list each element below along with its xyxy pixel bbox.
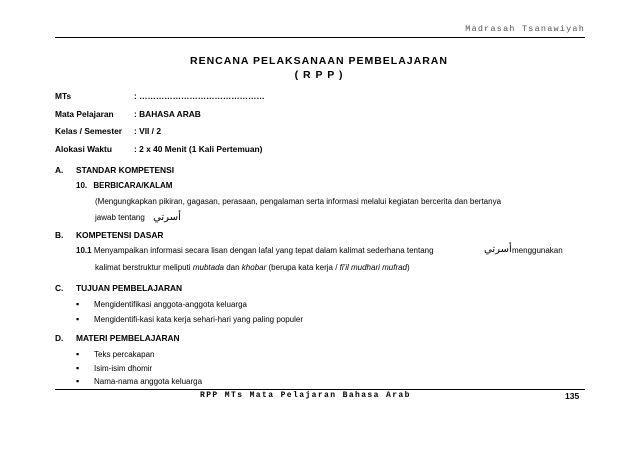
item-text-tail: menggunakan	[512, 246, 563, 255]
term-khobar: khobar	[241, 263, 267, 272]
term-mubtada: mubtada	[192, 263, 224, 272]
bullet-icon: ▪	[76, 299, 80, 309]
item-number: 10.	[76, 181, 88, 190]
section-title: MATERI PEMBELAJARAN	[76, 333, 180, 343]
arabic-term: أسرتي	[153, 212, 181, 223]
meta-label: MTs	[55, 91, 72, 101]
meta-label: Kelas / Semester	[55, 126, 123, 136]
meta-value: : VII / 2	[134, 126, 161, 136]
footer-rule	[55, 389, 585, 390]
running-footer: RPP MTs Mata Pelajaran Bahasa Arab	[200, 391, 411, 400]
section-letter: A.	[55, 165, 64, 175]
text-part: (berupa kata kerja /	[268, 263, 338, 272]
text-part: kalimat berstruktur meliputi	[95, 263, 191, 272]
section-b-line-1	[76, 246, 434, 255]
section-title: KOMPETENSI DASAR	[76, 230, 164, 240]
text-part: dan	[226, 263, 240, 272]
arabic-term: أسرتي	[484, 244, 512, 255]
item-number: 10.1	[76, 246, 92, 255]
list-item-text: Teks percakapan	[94, 350, 155, 359]
section-letter: C.	[55, 283, 64, 293]
header-rule	[55, 37, 585, 38]
page-number: 135	[565, 391, 580, 401]
section-a-desc-line-2	[95, 212, 181, 223]
desc-text: jawab tentang	[95, 213, 145, 222]
list-item-text: Mengidentifi-kasi kata kerja sehari-hari yang paling populer	[94, 315, 304, 324]
section-b-line-2	[95, 263, 410, 272]
section-title: TUJUAN PEMBELAJARAN	[76, 283, 183, 293]
item-text: Menyampaikan informasi secara lisan dengan lafal yang tepat dalam kalimat sederhana tentang	[93, 246, 434, 255]
document-title	[0, 54, 638, 82]
text-part: )	[407, 263, 410, 272]
list-item-text: Nama-nama anggota keluarga	[94, 377, 203, 386]
list-item-text: Mengidentifikasi anggota-anggota keluarga	[94, 300, 247, 309]
title-line-2: ( R P P )	[294, 69, 344, 81]
bullet-icon: ▪	[76, 363, 80, 373]
section-a-item	[76, 181, 172, 190]
meta-label: Mata Pelajaran	[55, 109, 114, 119]
section-title: STANDAR KOMPETENSI	[76, 165, 175, 175]
section-a-desc-line-1: (Mengungkapkan pikiran, gagasan, perasaan, pengalaman serta informasi melalui kegiatan bercerita dan bertanya	[95, 197, 502, 206]
meta-label: Alokasi Waktu	[55, 144, 112, 154]
meta-value: : ………………………………………	[134, 91, 265, 101]
running-header: Madrasah Tsanawiyah	[465, 24, 585, 34]
section-letter: B.	[55, 230, 64, 240]
section-letter: D.	[55, 333, 64, 343]
bullet-icon: ▪	[76, 376, 80, 386]
list-item-text: Isim-isim dhomir	[94, 364, 153, 373]
term-fiil: fi'il mudhari mufrad	[339, 263, 407, 272]
item-title: BERBICARA/KALAM	[93, 181, 173, 190]
meta-value: : 2 x 40 Menit (1 Kali Pertemuan)	[134, 144, 263, 154]
bullet-icon: ▪	[76, 314, 80, 324]
meta-value: : BAHASA ARAB	[134, 109, 201, 119]
title-line-1: RENCANA PELAKSANAAN PEMBELAJARAN	[190, 55, 448, 67]
bullet-icon: ▪	[76, 349, 80, 359]
